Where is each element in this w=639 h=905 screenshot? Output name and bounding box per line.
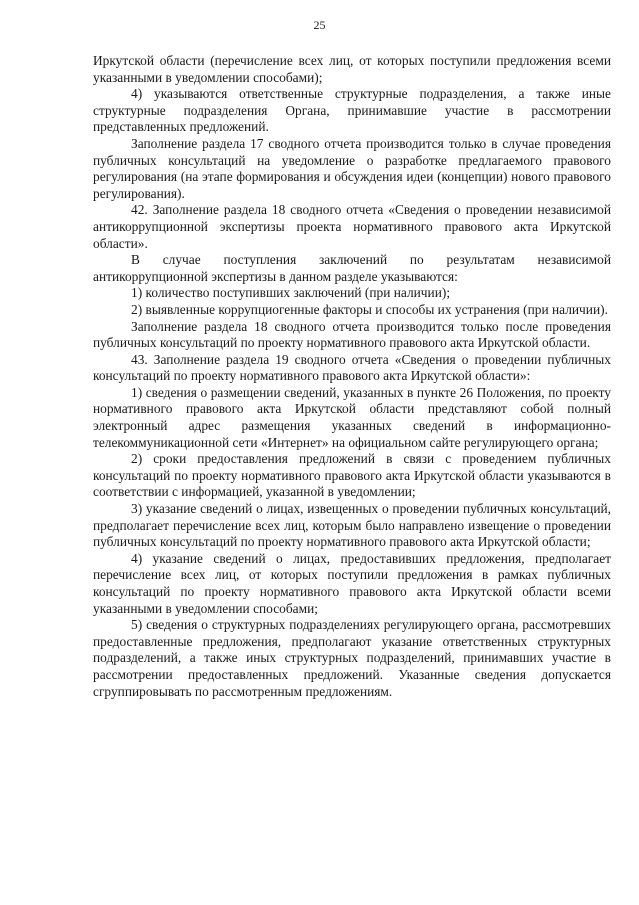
- paragraph: 4) указываются ответственные структурные подразделения, а также иные структурные подразделения Органа, принимавшие участие в рассмотрении представленных предложений.: [93, 86, 611, 135]
- list-item: 1) количество поступивших заключений (при наличии);: [131, 285, 451, 301]
- page-body: [93, 53, 611, 700]
- paragraph: Иркутской области (перечисление всех лиц, от которых поступили предложения всеми указанными в уведомлении способами);: [93, 53, 611, 85]
- list-item: 5) сведения о структурных подразделениях регулирующего органа, рассмотревших предоставленные предложения, предполагают указание ответственных структурных подразделений, а также иных структурных подразделений, принимавших участие в рассмотрении предоставленных предложений. Указанные сведения допускается сгруппировывать по рассмотренным предложениям.: [93, 617, 611, 699]
- list-item: 3) указание сведений о лицах, извещенных о проведении публичных консультаций, предполагает перечисление всех лиц, которым было направлено извещение о проведении публичных консультаций по проекту нормативного правового акта Иркутской области;: [93, 501, 611, 550]
- list-item: 4) указание сведений о лицах, предоставивших предложения, предполагает перечисление всех лиц, от которых поступили предложения в рамках публичных консультаций по проекту нормативного правового акта Иркутской области всеми указанными в уведомлении способами;: [93, 550, 611, 616]
- list-item: 1) сведения о размещении сведений, указанных в пункте 26 Положения, по проекту нормативного правового акта Иркутской области представляют собой полный электронный адрес размещения указанных сведений в информационно-телекоммуникационной сети «Интернет» на официальном сайте регулирующего органа;: [93, 384, 611, 450]
- section-heading-paragraph: 42. Заполнение раздела 18 сводного отчета «Сведения о проведении независимой антикоррупционной экспертизы проекта нормативного правового акта Иркутской области».: [93, 202, 611, 251]
- list-item: 2) выявленные коррупциогенные факторы и способы их устранения (при наличии).: [131, 301, 608, 317]
- list-item: 2) сроки предоставления предложений в связи с проведением публичных консультаций по проекту нормативного правового акта Иркутской области указываются в соответствии с информацией, указанной в уведомлении;: [93, 451, 611, 500]
- paragraph: Заполнение раздела 18 сводного отчета производится только после проведения публичных консультаций по проекту нормативного правового акта Иркутской области.: [93, 318, 611, 351]
- section-heading-paragraph: 43. Заполнение раздела 19 сводного отчета «Сведения о проведении публичных консультаций по проекту нормативного правового акта Иркутской области»:: [93, 351, 611, 384]
- paragraph: В случае поступления заключений по результатам независимой антикоррупционной экспертизы в данном разделе указываются:: [93, 252, 611, 284]
- paragraph: Заполнение раздела 17 сводного отчета производится только в случае проведения публичных консультаций на уведомление о разработке предлагаемого правового регулирования (на этапе формирования и обсуждения идеи (концепции) нового правового регулирования).: [93, 135, 611, 201]
- page-number: 25: [313, 18, 326, 32]
